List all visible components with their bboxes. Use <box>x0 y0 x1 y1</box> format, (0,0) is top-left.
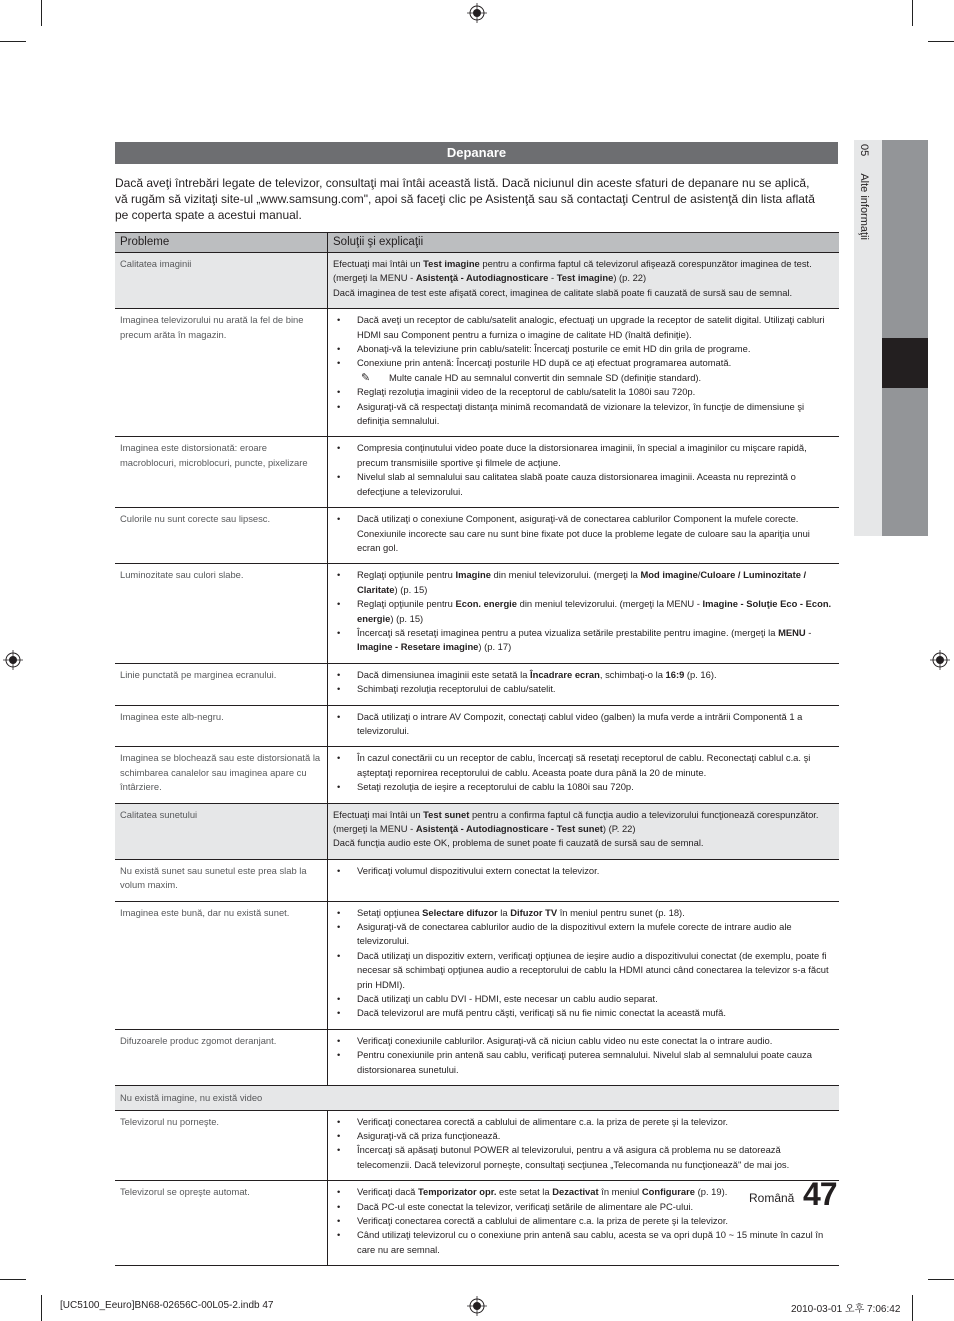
page-number: 47 <box>803 1176 837 1212</box>
table-row <box>115 747 839 803</box>
list-item <box>333 1034 835 1048</box>
text-run: Când utilizaţi televizorul cu o conexiune prin antenă sau cablu, acesta se va opri după 10 ~ 15 minute în cazul în care nu are semnal. <box>357 1229 824 1255</box>
text-run: Asiguraţi-vă de conectarea cablurilor audio de la dispozitivul extern la mufele corecte de intrare audio ale televizorului. <box>357 921 792 947</box>
solution-list <box>333 441 835 499</box>
text-run: Verificaţi volumul dispozitivului extern conectat la televizor. <box>357 864 600 876</box>
bold-term: Selectare difuzor <box>422 906 498 918</box>
solution-list <box>333 751 835 794</box>
table-row <box>115 705 839 747</box>
list-item <box>333 512 835 555</box>
text-run: Conexiune prin antenă: Încercaţi posturile HD după ce aţi efectuat programarea automată. <box>357 357 732 369</box>
bold-term: Imagine - Resetare imagine <box>357 641 479 653</box>
text-run: , schimbaţi-o la <box>599 668 666 680</box>
print-slug-filename: [UC5100_Eeuro]BN68-02656C-00L05-2.indb 47 <box>60 1300 274 1311</box>
table-row <box>115 901 839 1029</box>
solution-paragraph <box>333 257 835 271</box>
list-item <box>333 751 835 780</box>
bold-term: Test imagine <box>556 272 614 284</box>
problem-cell: Linie punctată pe marginea ecranului. <box>115 663 328 705</box>
text-run: - <box>548 272 557 284</box>
registration-mark-icon <box>467 3 487 23</box>
solution-cell <box>328 437 840 508</box>
text-run: ) (p. 22) <box>613 272 647 284</box>
text-run: (p. 16). <box>684 668 717 680</box>
solution-list <box>333 568 835 654</box>
text-run: Încercaţi să resetaţi imaginea pentru a putea vizualiza setările prestabilite pentru imagine. (mergeţi la <box>357 626 779 638</box>
crop-mark <box>0 41 26 42</box>
table-body <box>115 253 839 1266</box>
print-slug-timestamp: 2010-03-01 오후 7:06:42 <box>791 1304 901 1315</box>
text-run: - <box>694 598 703 610</box>
column-header-problems: Probleme <box>115 233 328 253</box>
text-run: ) (P. 22) <box>602 823 636 834</box>
list-item <box>333 864 835 878</box>
list-item <box>333 441 835 470</box>
text-run: (p. 19). <box>695 1186 728 1198</box>
crop-mark <box>928 41 954 42</box>
solution-cell <box>328 253 840 309</box>
solution-cell <box>328 663 840 705</box>
text-run: Verificaţi dacă <box>357 1186 418 1198</box>
solution-cell <box>328 508 840 564</box>
bold-term: 16:9 <box>665 668 685 680</box>
registration-mark-icon <box>467 1296 487 1316</box>
text-run: Schimbaţi rezoluţia receptorului de cablu/satelit. <box>357 683 556 695</box>
solution-cell <box>328 859 840 901</box>
list-item <box>333 710 835 739</box>
text-run: Dacă dimensiunea imaginii este setată la <box>357 668 531 680</box>
text-run: Verificaţi conectarea corectă a cablului de alimentare c.a. la priza de perete şi la televizor. <box>357 1214 729 1226</box>
text-run: Reglaţi opţiunile pentru <box>357 569 456 581</box>
table-row <box>115 1181 839 1266</box>
table-row <box>115 437 839 508</box>
text-run: Dacă imaginea de test este afişată corect, imaginea de calitate slabă poate fi cauzată de sursă sau de semnal. <box>333 286 793 298</box>
table-header-row <box>115 233 839 253</box>
text-run: (mergeţi la <box>333 272 380 284</box>
list-item <box>333 356 835 370</box>
solution-paragraph <box>333 836 835 850</box>
list-item <box>333 1129 835 1143</box>
solution-cell <box>328 901 840 1029</box>
solution-list <box>333 668 835 697</box>
text-run: MENU <box>379 823 408 834</box>
bold-term: Culoare / Luminozitate / Claritate <box>357 569 807 595</box>
text-run: ) (p. 17) <box>478 641 512 653</box>
solution-cell <box>328 803 840 859</box>
text-run: / <box>697 569 701 581</box>
solution-list <box>333 313 835 428</box>
text-run: din meniul televizorului. (mergeţi la <box>517 598 667 610</box>
section-title: Depanare <box>115 142 838 164</box>
text-run: Verificaţi conexiunile cablurilor. Asiguraţi-vă că niciun cablu video nu este conectat la o intrare audio. <box>357 1034 773 1046</box>
solution-paragraph <box>333 271 835 285</box>
text-run: pentru a confirma faptul că televizorul afişează corespunzător imaginea de test. <box>479 258 812 269</box>
solution-paragraph <box>333 286 835 300</box>
text-run: din meniul televizorului. (mergeţi la <box>490 569 641 581</box>
problem-cell: Imaginea este distorsionată: eroare macroblocuri, microblocuri, puncte, pixelizare <box>115 437 328 508</box>
solution-paragraph <box>333 822 835 836</box>
text-run: Dacă utilizaţi un cablu DVI - HDMI, este necesar un cablu audio separat. <box>357 993 658 1005</box>
problem-cell: Televizorul nu porneşte. <box>115 1110 328 1181</box>
text-run: - <box>407 272 416 284</box>
list-item <box>333 1006 835 1020</box>
text-run: Verificaţi conectarea corectă a cablului de alimentare c.a. la priza de perete şi la televizor. <box>357 1115 729 1127</box>
text-run: Efectuaţi mai întâi un <box>333 808 424 820</box>
problem-cell: Nu există sunet sau sunetul este prea slab la volum maxim. <box>115 859 328 901</box>
list-item <box>333 949 835 992</box>
list-item <box>333 992 835 1006</box>
text-run: Abonaţi-vă la televiziune prin cablu/satelit: Încercaţi posturile ce emit HD din grila de programe. <box>357 343 751 355</box>
table-row <box>115 1086 839 1110</box>
crop-mark <box>0 1279 26 1280</box>
problem-cell: Calitatea sunetului <box>115 803 328 859</box>
table-row <box>115 803 839 859</box>
registration-mark-icon <box>930 650 950 670</box>
solution-list <box>333 710 835 739</box>
table-row <box>115 859 839 901</box>
chapter-title: Alte informaţii <box>858 173 870 240</box>
text-run: în meniul pentru sunet (p. 18). <box>557 906 685 918</box>
troubleshooting-table <box>115 232 839 1266</box>
text-run: Dacă utilizaţi un dispozitiv extern, verificaţi opţiunea de ieşire audio a dispozitivului conectat (de exemplu, poate fi necesar să schimbaţi opţiunea audio a receptorului de cablu la HDMI atunci când conectarea la televizor s-a făcut prin HDMI). <box>357 949 829 990</box>
table-row <box>115 564 839 663</box>
text-run: al televizorului, pentru a vă asigura că problema nu se datorează telecomenzii. Dacă televizorul porneşte, consultaţi secţiunea „Telecomanda nu funcţionează" de mai jos. <box>357 1144 790 1170</box>
solution-paragraph <box>333 808 835 822</box>
problem-cell: Luminozitate sau culori slabe. <box>115 564 328 663</box>
text-run: Dacă funcţia audio este OK, problema de sunet poate fi cauzată de sursă sau de semnal. <box>333 837 704 849</box>
bold-term: Difuzor TV <box>510 906 558 918</box>
crop-mark <box>41 1295 42 1321</box>
text-run: - <box>407 823 416 834</box>
solution-list <box>333 512 835 555</box>
solution-list <box>333 1115 835 1173</box>
list-item <box>333 400 835 429</box>
text-run: ) (p. 15) <box>394 583 428 595</box>
text-run: Setaţi opţiunea <box>357 906 423 918</box>
problem-cell: Imaginea este bună, dar nu există sunet. <box>115 901 328 1029</box>
crop-mark <box>912 0 913 26</box>
text-run: Multe canale HD au semnalul convertit din semnale SD (definiţie standard). <box>389 371 702 383</box>
bold-term: Asistenţă - Autodiagnosticare <box>415 272 549 284</box>
problem-cell: Calitatea imaginii <box>115 253 328 309</box>
problem-cell: Imaginea se blochează sau este distorsionată la schimbarea canalelor sau imaginea apare cu întârziere. <box>115 747 328 803</box>
table-row <box>115 1029 839 1085</box>
solution-list <box>333 1034 835 1077</box>
crop-mark <box>928 1279 954 1280</box>
text-run: MENU <box>666 598 695 610</box>
text-run: MENU <box>379 272 408 284</box>
list-item <box>333 1115 835 1129</box>
bold-term: Mod imagine <box>640 569 698 581</box>
list-item <box>333 568 835 597</box>
bold-term: Temporizator opr. <box>417 1186 497 1198</box>
problem-cell: Televizorul se opreşte automat. <box>115 1181 328 1266</box>
bold-term: Test sunet <box>423 808 470 820</box>
table-row <box>115 508 839 564</box>
list-item <box>333 1214 835 1228</box>
problem-cell: Imaginea televizorului nu arată la fel de bine precum arăta în magazin. <box>115 309 328 437</box>
table-row <box>115 663 839 705</box>
chapter-number: 05 <box>858 144 870 157</box>
text-run: În cazul conectării cu un receptor de cablu, încercaţi să resetaţi receptorul de cablu. Reconectaţi cablul c.a. şi aşteptaţi repornirea receptorului de cablu. Aceasta poate dura până la 20 de minute. <box>357 752 811 778</box>
text-run: în meniul <box>598 1186 642 1198</box>
bold-term: Asistenţă - Autodiagnosticare - Test sunet <box>415 823 603 834</box>
text-run: Dacă televizorul are mufă pentru căşti, verificaţi să nu fie nimic conectat la această mufă. <box>357 1007 726 1019</box>
list-item <box>333 682 835 696</box>
text-run: Dacă utilizaţi o intrare AV Compozit, conectaţi cablul video (galben) la mufa verde a intrării Componentă 1 a televizorului. <box>357 710 803 736</box>
note-item <box>333 371 835 385</box>
solution-cell <box>328 564 840 663</box>
footer-language: Română <box>749 1191 795 1205</box>
table-row <box>115 253 839 309</box>
text-run: Efectuaţi mai întâi un <box>333 258 424 269</box>
text-run: la <box>497 906 511 918</box>
list-item <box>333 597 835 626</box>
text-run: Reglaţi opţiunile pentru <box>357 598 456 610</box>
bold-term: Configurare <box>641 1186 695 1198</box>
bold-term: Test imagine <box>423 258 480 269</box>
text-run: Asiguraţi-vă că respectaţi distanţa minimă recomandată de vizionare la televizor, în funcţie de dimensiune şi definiţia semnalului. <box>357 400 805 427</box>
list-item <box>333 626 835 655</box>
text-run: POWER <box>473 1144 510 1156</box>
solution-cell <box>328 1029 840 1085</box>
solution-cell <box>328 1110 840 1181</box>
text-run: Nivelul slab al semnalului sau calitatea slabă poate cauza distorsionarea imaginii. Aceasta nu reprezintă o defecţiune a televizorului. <box>357 471 796 497</box>
list-item <box>333 313 835 342</box>
list-item <box>333 342 835 356</box>
text-run: Dacă utilizaţi o conexiune Component, asiguraţi-vă de conectarea cablurilor Component la mufele corecte. Conexiunile incorecte sau care nu sunt bine fixate pot duce la probleme legate de culoare sau la apariţia unui ecran gol. <box>357 513 810 553</box>
list-item <box>333 906 835 920</box>
table-row <box>115 309 839 437</box>
text-run: Dacă PC-ul este conectat la televizor, verificaţi setările de alimentare ale PC-ului. <box>357 1200 694 1212</box>
side-tab-label <box>858 144 870 240</box>
text-run: pentru a confirma faptul că funcţia audio a televizorului funcţionează corespunzător. <box>469 808 819 820</box>
list-item <box>333 1228 835 1257</box>
text-run: Încercaţi să apăsaţi butonul <box>357 1144 474 1156</box>
solution-cell <box>328 309 840 437</box>
table-row <box>115 1110 839 1181</box>
category-row-label: Nu există imagine, nu există video <box>115 1086 839 1110</box>
bold-term: Imagine <box>455 569 491 581</box>
list-item <box>333 920 835 949</box>
registration-mark-icon <box>3 650 23 670</box>
text-run: Pentru conexiunile prin antenă sau cablu, verificaţi puterea semnalului. Nivelul slab al semnalului poate cauza distorsionarea sunetului. <box>357 1049 812 1075</box>
text-run: este setat la <box>496 1186 553 1198</box>
bold-term: Încadrare ecran <box>530 668 600 680</box>
list-item <box>333 780 835 794</box>
column-header-solutions: Soluţii şi explicaţii <box>328 233 840 253</box>
list-item <box>333 668 835 682</box>
solution-cell <box>328 705 840 747</box>
text-run: ) (p. 15) <box>390 612 424 624</box>
solution-cell <box>328 747 840 803</box>
text-run: Asiguraţi-vă că priza funcţionează. <box>357 1129 501 1141</box>
bold-term: Econ. energie <box>455 598 517 610</box>
list-item <box>333 1048 835 1077</box>
text-run: - <box>805 626 812 638</box>
solution-list <box>333 906 835 1021</box>
bold-term: Dezactivat <box>552 1186 599 1198</box>
problem-cell: Culorile nu sunt corecte sau lipsesc. <box>115 508 328 564</box>
problem-cell: Imaginea este alb-negru. <box>115 705 328 747</box>
text-run: Dacă aveţi un receptor de cablu/satelit analogic, efectuaţi un upgrade la receptor de satelit digital. Utilizaţi cabluri HDMI sau Component pentru a furniza o imagine de calitate HD (înaltă definiţie). <box>357 314 825 340</box>
list-item <box>333 470 835 499</box>
list-item <box>333 1143 835 1172</box>
list-item <box>333 385 835 399</box>
solution-list <box>333 864 835 878</box>
problem-cell: Difuzoarele produc zgomot deranjant. <box>115 1029 328 1085</box>
text-run: (mergeţi la <box>333 823 380 834</box>
text-run: Reglaţi rezoluţia imaginii video de la receptorul de cablu/satelit la 1080i sau 720p. <box>357 386 696 398</box>
text-run: Compresia conţinutului video poate duce la distorsionarea imaginii, în special a imaginilor cu mişcare rapidă, precum transmisiile sportive şi filmele de acţiune. <box>357 442 807 468</box>
intro-paragraph: Dacă aveţi întrebări legate de televizor, consultaţi mai întâi această listă. Dacă niciunul din aceste sfaturi de depanare nu se aplică, vă rugăm să vizitaţi site-ul „www.samsung.com", apoi să faceţi clic pe Asistenţă sau să contactaţi Centrul de asistenţă din lista aflată pe coperta spate a acestui manual. <box>115 176 815 222</box>
text-run: Setaţi rezoluţia de ieşire a receptorului de cablu la 1080i sau 720p. <box>357 781 634 793</box>
crop-mark <box>41 0 42 26</box>
side-tab-marker <box>882 338 928 388</box>
bold-term: Imagine - Soluţie Eco - Econ. energie <box>357 598 832 624</box>
crop-mark <box>912 1295 913 1321</box>
bold-term: MENU <box>778 626 806 638</box>
